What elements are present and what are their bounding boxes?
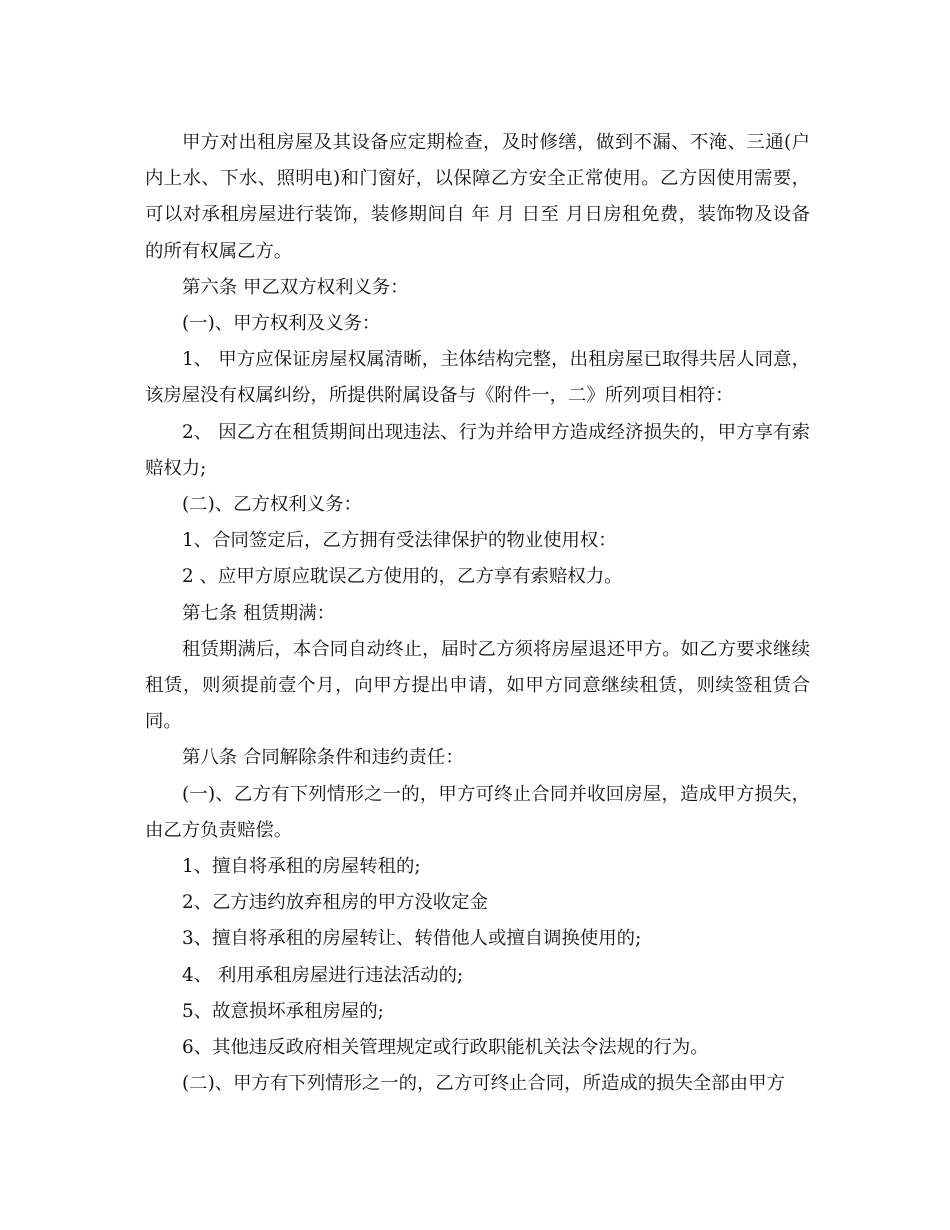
heading-article-8: 第八条 合同解除条件和违约责任： xyxy=(182,747,464,769)
heading-article-6: 第六条 甲乙双方权利义务： xyxy=(182,276,409,298)
paragraph-maintenance: 甲方对出租房屋及其设备应定期检查，及时修缮，做到不漏、不淹、三通(户内上水、下水、照明电)和门窗好，以保障乙方安全正常使用。乙方因使用需要，可以对承租房屋进行装饰，装修期间自 年 月 日至 月日房租免费，装饰物及设备的所有权属乙方。 xyxy=(145,132,810,262)
list-item: 1、擅自将承租的房屋转租的; xyxy=(182,856,421,878)
subheading-party-a-breach: (二)、甲方有下列情形之一的，乙方可终止合同，所造成的损失全部由甲方 xyxy=(182,1073,785,1095)
list-item: 2、乙方违约放弃租房的甲方没收定金 xyxy=(182,892,488,914)
paragraph-lease-expiry: 租赁期满后，本合同自动终止，届时乙方须将房屋退还甲方。如乙方要求继续租赁，则须提前壹个月，向甲方提出申请，如甲方同意继续租赁，则续签租赁合同。 xyxy=(145,638,810,733)
subheading-party-a-rights: (一)、甲方权利及义务： xyxy=(182,313,381,335)
list-item: 3、擅自将承租的房屋转让、转借他人或擅自调换使用的; xyxy=(182,928,642,950)
subheading-party-b-rights: (二)、乙方权利义务： xyxy=(182,494,362,516)
list-item: 5、故意损坏承租房屋的; xyxy=(182,1000,384,1022)
list-item: 1、合同签定后，乙方拥有受法律保护的物业使用权： xyxy=(182,530,617,552)
subheading-party-b-breach: (一)、乙方有下列情形之一的，甲方可终止合同并收回房屋，造成甲方损失，由乙方负责赔偿。 xyxy=(145,783,810,841)
list-item: 6、其他违反政府相关管理规定或行政职能机关法令法规的行为。 xyxy=(182,1037,709,1059)
list-item: 2 、应甲方原应耽误乙方使用的，乙方享有索赔权力。 xyxy=(182,566,623,588)
document-body xyxy=(145,125,810,1102)
list-item: 1、 甲方应保证房屋权属清晰，主体结构完整，出租房屋已取得共居人同意，该房屋没有权属纠纷，所提供附属设备与《附件一，二》所列项目相符： xyxy=(145,349,810,407)
heading-article-7: 第七条 租赁期满： xyxy=(182,602,335,624)
list-item: 4、 利用承租房屋进行违法活动的; xyxy=(182,964,464,986)
list-item: 2、 因乙方在租赁期间出现违法、行为并给甲方造成经济损失的，甲方享有索赔权力; xyxy=(145,421,810,479)
